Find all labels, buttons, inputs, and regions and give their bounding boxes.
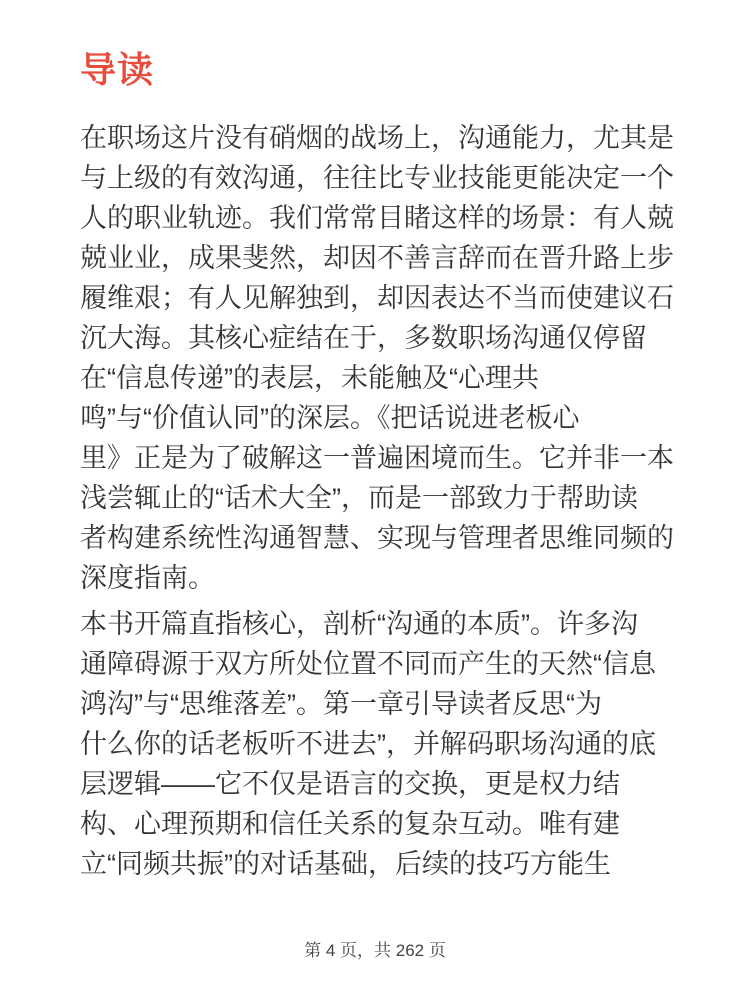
text-line: 浅尝辄止的“话术大全”，而是一部致力于帮助读 <box>80 483 638 513</box>
text-line: 在职场这片没有硝烟的战场上，沟通能力，尤其是 <box>80 123 674 153</box>
text-line: 构、心理预期和信任关系的复杂互动。唯有建 <box>80 809 620 839</box>
text-line: 者构建系统性沟通智慧、实现与管理者思维同频的 <box>80 523 674 553</box>
paragraph-1 <box>80 118 684 598</box>
text-line: 沉大海。其核心症结在于，多数职场沟通仅停留 <box>80 323 647 353</box>
text-line: 鸿沟”与“思维落差”。第一章引导读者反思“为 <box>80 689 602 719</box>
text-line: 里》正是为了破解这一普遍困境而生。它并非一本 <box>80 443 674 473</box>
text-line: 什么你的话老板听不进去”，并解码职场沟通的底 <box>80 729 656 759</box>
text-line: 通障碍源于双方所处位置不同而产生的天然“信息 <box>80 649 656 679</box>
text-line: 履维艰；有人见解独到，却因表达不当而使建议石 <box>80 283 674 313</box>
text-line: 兢业业，成果斐然，却因不善言辞而在晋升路上步 <box>80 243 674 273</box>
page-indicator: 第 4 页，共 262 页 <box>304 941 446 960</box>
text-line: 人的职业轨迹。我们常常目睹这样的场景：有人兢 <box>80 203 674 233</box>
paragraph-2 <box>80 604 684 884</box>
text-line: 深度指南。 <box>80 563 215 593</box>
text-line: 鸣”与“价值认同”的深层。《把话说进老板心 <box>80 403 580 433</box>
text-line: 层逻辑——它不仅是语言的交换，更是权力结 <box>80 769 620 799</box>
text-line: 与上级的有效沟通，往往比专业技能更能决定一个 <box>80 163 674 193</box>
text-line: 本书开篇直指核心，剖析“沟通的本质”。许多沟 <box>80 609 638 639</box>
text-line: 在“信息传递”的表层，未能触及“心理共 <box>80 363 539 393</box>
page-footer <box>0 940 750 962</box>
section-heading: 导读 <box>80 49 155 90</box>
text-line: 立“同频共振”的对话基础，后续的技巧方能生 <box>80 849 611 879</box>
